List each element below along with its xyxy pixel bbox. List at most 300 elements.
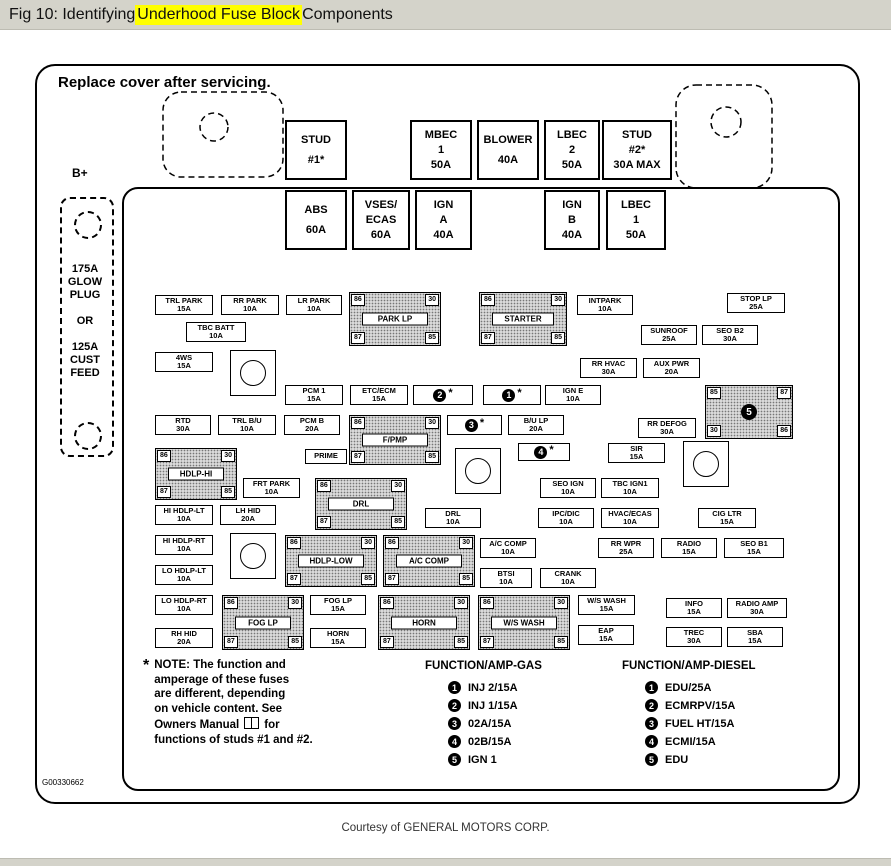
fuse-label: #1* xyxy=(307,154,325,166)
fuse-tbc-batt-10a xyxy=(186,322,246,342)
relay-hdlp-low xyxy=(285,535,377,587)
note-line-pre: Owners Manual xyxy=(154,719,240,731)
relay-label: PARK LP xyxy=(362,313,428,326)
function-text: 02A/15A xyxy=(468,717,512,730)
fuse-label: 30A xyxy=(601,367,616,376)
fuse-label: 10A xyxy=(598,304,612,313)
pin-87: 87 xyxy=(351,332,365,344)
fuse-label: RH HID xyxy=(171,628,197,638)
function-text: IGN 1 xyxy=(468,753,497,766)
function-item xyxy=(448,717,542,730)
fuse-radio-15a xyxy=(661,538,717,558)
fuse-label: ETC/ECM xyxy=(362,385,396,395)
pin-85: 85 xyxy=(459,573,473,585)
bottom-edge-strip xyxy=(0,858,891,866)
fuse-mbec-1-50a xyxy=(410,120,472,180)
circled-number: 5 xyxy=(741,404,757,420)
fuse-label: SEO B1 xyxy=(740,538,768,548)
relay-label: F/PMP xyxy=(362,434,428,447)
pin-85: 85 xyxy=(221,486,235,498)
fuse-label: RR WPR xyxy=(610,538,642,548)
fuse-label: 15A xyxy=(682,547,696,556)
fuse-horn-15a xyxy=(310,628,366,648)
pin-87: 87 xyxy=(480,636,494,648)
fuse-label: TREC xyxy=(683,627,705,637)
fuse-label: 10A xyxy=(623,487,637,496)
fuse-label: LBEC xyxy=(557,129,587,141)
glow-feed-line: PLUG xyxy=(69,289,101,301)
fuse-label: HORN xyxy=(326,628,350,638)
pin-30: 30 xyxy=(361,537,375,549)
relay-socket xyxy=(455,448,501,494)
fuse-cig-ltr-15a xyxy=(698,508,756,528)
pin-87: 87 xyxy=(224,636,238,648)
fuse-intpark-10a xyxy=(577,295,633,315)
fuse-label: CIG LTR xyxy=(712,508,742,518)
fuse-rh-hid-20a xyxy=(155,628,213,648)
fuse-label: B xyxy=(568,214,576,226)
function-item xyxy=(645,699,756,712)
fuse-label: FOG LP xyxy=(324,595,352,605)
circled-number: 5 xyxy=(448,753,461,766)
fuse-label: 15A xyxy=(748,636,762,645)
fuse-ign-b-40a xyxy=(544,190,600,250)
fuse-crank-10a xyxy=(540,568,596,588)
circled-number: 5 xyxy=(645,753,658,766)
fuse-label: LH HID xyxy=(235,505,261,515)
note-line: amperage of these fuses xyxy=(154,673,290,686)
fuse-label: LR PARK xyxy=(297,295,331,305)
pin-87: 87 xyxy=(385,573,399,585)
fuse-label: SIR xyxy=(630,443,643,453)
fuse-label: TBC BATT xyxy=(197,322,235,332)
socket-circle xyxy=(693,451,719,477)
note-line: are different, depending xyxy=(154,688,286,700)
fuse-label: W/S WASH xyxy=(587,595,626,605)
pin-85: 85 xyxy=(454,636,468,648)
fuse-lo-hdlp-rt-10a xyxy=(155,595,213,615)
asterisk: * xyxy=(517,386,522,399)
function-item xyxy=(448,735,542,748)
diagram-canvas xyxy=(0,30,891,858)
fuse-rr-park-10a xyxy=(221,295,279,315)
pin-85: 85 xyxy=(551,332,565,344)
pin-30: 30 xyxy=(554,597,568,609)
note-asterisk: * xyxy=(143,657,150,674)
pin-87: 87 xyxy=(481,332,495,344)
fuse-seo-b1-15a xyxy=(724,538,784,558)
fuse-label: EAP xyxy=(598,625,614,635)
fuse-label: VSES/ xyxy=(364,199,398,211)
function-diesel-items xyxy=(622,681,756,766)
pin-30: 30 xyxy=(459,537,473,549)
note-text xyxy=(154,658,312,747)
glow-feed-line: 125A xyxy=(71,341,99,353)
function-gas-header: FUNCTION/AMP-GAS xyxy=(425,660,542,672)
pin-87: 87 xyxy=(380,636,394,648)
fuse-label: 15A xyxy=(747,547,761,556)
circled-number: 2 xyxy=(448,699,461,712)
fuse-ign-e-10a xyxy=(545,385,601,405)
fuse-hi-hdlp-rt-10a xyxy=(155,535,213,555)
fuse-label: BTSI xyxy=(497,568,515,578)
fuse-tbc-ign1-10a xyxy=(601,478,659,498)
fuse-stud-2-30a-max xyxy=(602,120,672,180)
relay-starter xyxy=(479,292,567,346)
fuse-label: 15A xyxy=(687,607,701,616)
fuse-label: 30A MAX xyxy=(613,159,661,171)
numbered-fuse-2 xyxy=(413,385,473,405)
circled-number: 4 xyxy=(534,446,547,459)
function-item xyxy=(448,753,542,766)
function-text: 02B/15A xyxy=(468,735,512,748)
fuse-label: 1 xyxy=(632,214,640,226)
fuse-label: LO HDLP-LT xyxy=(161,565,207,575)
fuse-label: 2 xyxy=(568,144,576,156)
fuse-label: PRIME xyxy=(314,451,338,461)
fuse-label: RR DEFOG xyxy=(647,418,687,428)
fuse-label: 1 xyxy=(437,144,445,156)
fuse-info-15a xyxy=(666,598,722,618)
fuse-label: 10A xyxy=(561,577,575,586)
function-text: ECMRPV/15A xyxy=(665,699,736,712)
fuse-label: 20A xyxy=(529,424,543,433)
fuse-label: 15A xyxy=(307,394,321,403)
function-diesel-header: FUNCTION/AMP-DIESEL xyxy=(622,660,756,672)
pin-85: 85 xyxy=(288,636,302,648)
fuse-aux-pwr-20a xyxy=(643,358,700,378)
fuse-trec-30a xyxy=(666,627,722,647)
circled-number: 3 xyxy=(465,419,478,432)
relay-socket xyxy=(230,350,276,396)
fuse-lh-hid-20a xyxy=(220,505,276,525)
fuse-label: 10A xyxy=(446,517,460,526)
relay-label: HDLP-LOW xyxy=(298,555,364,568)
fuse-label: RADIO AMP xyxy=(735,598,779,608)
pin-85: 85 xyxy=(425,451,439,463)
fuse-rtd-30a xyxy=(155,415,211,435)
relay-drl xyxy=(315,478,407,530)
figure-code: G00330662 xyxy=(42,778,84,787)
fuse-label: 30A xyxy=(687,636,701,645)
fuse-label: STOP LP xyxy=(740,293,772,303)
fuse-label: 40A xyxy=(497,154,519,166)
circled-number: 2 xyxy=(433,389,446,402)
function-text: INJ 1/15A xyxy=(468,699,518,712)
fuse-rr-defog-30a xyxy=(638,418,696,438)
function-item xyxy=(448,699,542,712)
pin-30: 30 xyxy=(221,450,235,462)
note-line: functions of studs #1 and #2. xyxy=(154,733,313,746)
socket-circle xyxy=(240,543,266,569)
fuse-label: SUNROOF xyxy=(650,325,688,335)
fuse-label: B/U LP xyxy=(523,415,549,425)
fuse-label: 15A xyxy=(331,604,345,613)
circled-number: 4 xyxy=(645,735,658,748)
circled-number: 1 xyxy=(448,681,461,694)
fuse-label: 15A xyxy=(177,304,191,313)
relay-horn xyxy=(378,595,470,650)
pin-86: 86 xyxy=(157,450,171,462)
fuse-label: IGN xyxy=(562,199,582,211)
note-line: on vehicle content. See xyxy=(154,702,283,715)
fuse-label: 10A xyxy=(499,577,513,586)
fuse-label: HI HDLP-RT xyxy=(162,535,206,545)
fuse-a-c-comp-10a xyxy=(480,538,536,558)
fuse-label: 10A xyxy=(623,517,637,526)
pin-30: 30 xyxy=(425,417,439,429)
fuse-label: BLOWER xyxy=(483,134,533,146)
fuse-rr-wpr-25a xyxy=(598,538,654,558)
fuse-lbec-1-50a xyxy=(606,190,666,250)
figure-title-prefix: Fig 10: Identifying xyxy=(9,5,136,23)
figure-title-highlight: Underhood Fuse Block xyxy=(137,5,301,23)
function-item xyxy=(448,681,542,694)
fuse-label: IGN xyxy=(433,199,454,211)
relay-label: W/S WASH xyxy=(491,616,557,629)
fuse-sunroof-25a xyxy=(641,325,697,345)
function-item xyxy=(645,753,756,766)
fuse-label: 10A xyxy=(559,517,573,526)
relay-label: STARTER xyxy=(492,313,554,326)
pin-30: 30 xyxy=(454,597,468,609)
fuse-label: IGN E xyxy=(562,385,584,395)
fuse-hvac-ecas-10a xyxy=(601,508,659,528)
fuse-vses-ecas-60a xyxy=(352,190,410,250)
function-text: EDU xyxy=(665,753,689,766)
fuse-seo-b2-30a xyxy=(702,325,758,345)
fuse-label: 30A xyxy=(660,427,674,436)
fuse-abs-60a xyxy=(285,190,347,250)
pin-86: 86 xyxy=(481,294,495,306)
fuse-label: SBA xyxy=(747,627,763,637)
fuse-label: PCM B xyxy=(299,415,325,425)
fuse-w-s-wash-15a xyxy=(578,595,635,615)
fuse-label: RR HVAC xyxy=(591,358,626,368)
function-item xyxy=(645,717,756,730)
fuse-label: 15A xyxy=(599,634,613,643)
fuse-label: 60A xyxy=(305,224,327,236)
fuse-label: #2* xyxy=(628,144,646,156)
fuse-pcm-b-20a xyxy=(284,415,340,435)
relay-label: HORN xyxy=(391,616,457,629)
glow-feed-line: FEED xyxy=(70,367,100,379)
fuse-frt-park-10a xyxy=(243,478,300,498)
pin-30: 30 xyxy=(425,294,439,306)
fuse-b-u-lp-20a xyxy=(508,415,564,435)
fuse-etc-ecm-15a xyxy=(350,385,408,405)
pin-86: 86 xyxy=(224,597,238,609)
fuse-label: 25A xyxy=(749,302,763,311)
pin-86: 86 xyxy=(351,417,365,429)
glow-feed-line: CUST xyxy=(70,354,100,366)
fuse-label: SEO B2 xyxy=(716,325,744,335)
asterisk: * xyxy=(549,443,554,456)
relay-numbered-5 xyxy=(705,385,793,439)
circled-number: 1 xyxy=(645,681,658,694)
fuse-hi-hdlp-lt-10a xyxy=(155,505,213,525)
b-plus-label: B+ xyxy=(72,166,88,180)
fuse-stud-1 xyxy=(285,120,347,180)
fuse-lr-park-10a xyxy=(286,295,342,315)
fuse-sba-15a xyxy=(727,627,783,647)
fuse-label: 15A xyxy=(331,637,345,646)
socket-circle xyxy=(240,360,266,386)
fuse-label: 10A xyxy=(243,304,257,313)
pin-85: 85 xyxy=(391,516,405,528)
circled-number: 3 xyxy=(645,717,658,730)
owners-manual-icon xyxy=(244,717,259,729)
circled-number: 3 xyxy=(448,717,461,730)
relay-park-lp xyxy=(349,292,441,346)
fuse-label: RADIO xyxy=(676,538,702,548)
fuse-label: ABS xyxy=(304,204,328,216)
fuse-lbec-2-50a xyxy=(544,120,600,180)
fuse-label: 50A xyxy=(561,159,583,171)
relay-socket xyxy=(683,441,729,487)
function-gas-items xyxy=(425,681,542,766)
fuse-label: A xyxy=(439,214,448,226)
fuse-blower-40a xyxy=(477,120,539,180)
glow-feed-line: OR xyxy=(76,315,94,327)
fuse-label: TRL PARK xyxy=(165,295,203,305)
cover-instruction: Replace cover after servicing. xyxy=(58,74,271,91)
glow-feed-line: 175A xyxy=(71,263,99,275)
relay-fog-lp xyxy=(222,595,304,650)
fuse-label: 20A xyxy=(241,514,255,523)
pin-87: 87 xyxy=(317,516,331,528)
fuse-label: 20A xyxy=(177,637,191,646)
circled-number: 2 xyxy=(645,699,658,712)
glow-feed-line: GLOW xyxy=(67,276,103,288)
numbered-fuse-3 xyxy=(447,415,502,435)
fuse-seo-ign-10a xyxy=(540,478,596,498)
fuse-label: FRT PARK xyxy=(252,478,291,488)
fuse-label: AUX PWR xyxy=(653,358,690,368)
fuse-label: IPC/DIC xyxy=(552,508,580,518)
fuse-label: STUD xyxy=(301,134,331,146)
relay-hdlp-hi xyxy=(155,448,237,500)
note-line xyxy=(154,716,312,733)
figure-title-suffix: Components xyxy=(302,5,393,23)
fuse-label: LO HDLP-RT xyxy=(161,595,207,605)
fuse-eap-15a xyxy=(578,625,634,645)
pin-87: 87 xyxy=(351,451,365,463)
fuse-label: DRL xyxy=(445,508,461,518)
pin-87: 87 xyxy=(777,387,791,399)
function-text: INJ 2/15A xyxy=(468,681,518,694)
pin-30: 30 xyxy=(288,597,302,609)
fuse-label: 20A xyxy=(305,424,319,433)
fuse-label: 15A xyxy=(599,604,614,613)
fuse-label: 40A xyxy=(561,229,583,241)
circled-number: 4 xyxy=(448,735,461,748)
note-line-post: for xyxy=(264,719,280,731)
fuse-btsi-10a xyxy=(480,568,532,588)
fuse-label: 10A xyxy=(264,487,279,496)
fuse-lo-hdlp-lt-10a xyxy=(155,565,213,585)
pin-86: 86 xyxy=(317,480,331,492)
circled-number: 1 xyxy=(502,389,515,402)
relay-socket xyxy=(230,533,276,579)
fuse-label: 10A xyxy=(177,514,191,523)
pin-86: 86 xyxy=(777,425,791,437)
relay-f-pmp xyxy=(349,415,441,465)
pin-87: 87 xyxy=(287,573,301,585)
fuse-label: 10A xyxy=(501,547,515,556)
fuse-label: 50A xyxy=(430,159,452,171)
fuse-label: 10A xyxy=(177,604,191,613)
fuse-label: 15A xyxy=(177,361,191,370)
pin-30: 30 xyxy=(707,425,721,437)
fuse-label: 30A xyxy=(176,424,190,433)
relay-label: HDLP-HI xyxy=(168,468,224,481)
courtesy-line: Courtesy of GENERAL MOTORS CORP. xyxy=(341,822,550,834)
fuse-label: LBEC xyxy=(621,199,651,211)
fuse-label: 40A xyxy=(433,229,454,241)
fuse-4ws-15a xyxy=(155,352,213,372)
fuse-label: 10A xyxy=(209,331,223,340)
function-amp-diesel-list xyxy=(622,660,756,771)
fuse-label: 10A xyxy=(177,574,191,583)
socket-circle xyxy=(465,458,491,484)
fuse-label: 10A xyxy=(561,487,575,496)
fuse-rr-hvac-30a xyxy=(580,358,637,378)
pin-30: 30 xyxy=(551,294,565,306)
fuse-label: MBEC xyxy=(424,129,458,141)
relay-w-s-wash xyxy=(478,595,570,650)
pin-85: 85 xyxy=(707,387,721,399)
pin-86: 86 xyxy=(385,537,399,549)
fuse-label: RTD xyxy=(175,415,191,425)
fuse-label: 15A xyxy=(629,452,644,461)
pin-86: 86 xyxy=(480,597,494,609)
fuse-radio-amp-30a xyxy=(727,598,787,618)
fuse-label: 10A xyxy=(240,424,254,433)
fuse-drl-10a xyxy=(425,508,481,528)
relay-a-c-comp xyxy=(383,535,475,587)
fuse-trl-b-u-10a xyxy=(218,415,276,435)
figure-title-bar xyxy=(0,0,891,30)
pin-86: 86 xyxy=(380,597,394,609)
fuse-label: 30A xyxy=(750,607,764,616)
fuse-label: RR PARK xyxy=(233,295,267,305)
fuse-label: 10A xyxy=(566,394,580,403)
fuse-label: ECAS xyxy=(365,214,397,226)
fuse-label: 25A xyxy=(619,547,633,556)
fuse-label: INFO xyxy=(685,598,703,608)
numbered-fuse-1 xyxy=(483,385,541,405)
relay-label: DRL xyxy=(328,498,394,511)
fuse-trl-park-15a xyxy=(155,295,213,315)
fuse-label: 30A xyxy=(723,334,737,343)
fuse-label: 10A xyxy=(177,544,191,553)
fuse-label: HVAC/ECAS xyxy=(608,508,652,518)
fuse-ipc-dic-10a xyxy=(538,508,594,528)
function-amp-gas-list xyxy=(425,660,542,771)
asterisk: * xyxy=(479,416,485,429)
fuse-pcm-1-15a xyxy=(285,385,343,405)
pin-86: 86 xyxy=(351,294,365,306)
relay-label: FOG LP xyxy=(235,616,291,629)
function-item xyxy=(645,681,756,694)
fuse-sir-15a xyxy=(608,443,665,463)
fuse-label: INTPARK xyxy=(588,295,622,305)
fuse-ign-a-40a xyxy=(415,190,472,250)
fuse-label: STUD xyxy=(622,129,652,141)
pin-30: 30 xyxy=(391,480,405,492)
relay-label: A/C COMP xyxy=(396,555,462,568)
